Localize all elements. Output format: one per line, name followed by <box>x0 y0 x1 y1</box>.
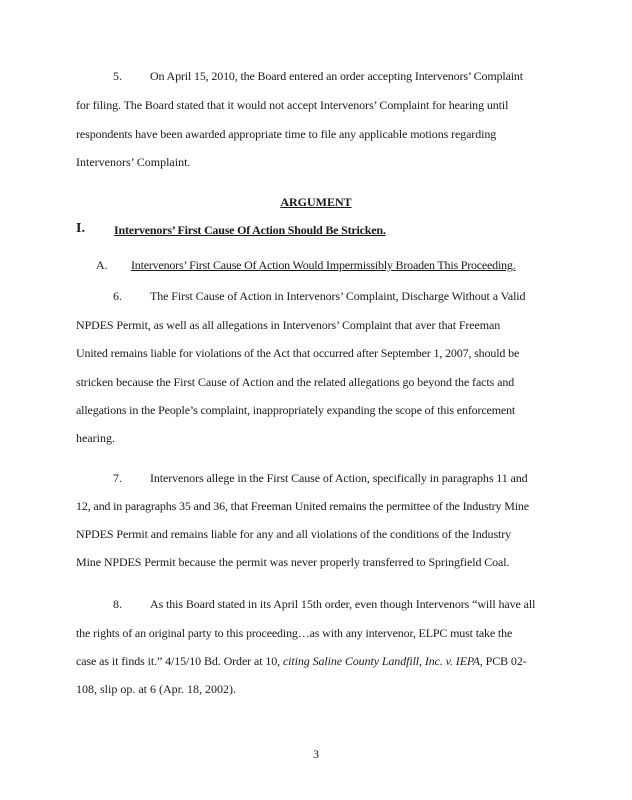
paragraph-5-line-3: respondents have been awarded appropriate time to file any applicable motions regarding <box>76 127 497 141</box>
paragraph-7-number: 7. <box>113 471 122 485</box>
paragraph-6-line-1: The First Cause of Action in Intervenors’ Complaint, Discharge Without a Valid <box>150 289 526 303</box>
paragraph-8-line-1: As this Board stated in its April 15th order, even though Intervenors “will have all <box>150 597 536 611</box>
paragraph-5-line-4: Intervenors’ Complaint. <box>76 155 191 169</box>
paragraph-6-line-6: hearing. <box>76 431 115 445</box>
paragraph-8-line-2: the rights of an original party to this proceeding…as with any intervenor, ELPC must take the <box>76 626 513 640</box>
paragraph-6-line-4: stricken because the First Cause of Action and the related allegations go beyond the facts and <box>76 375 515 389</box>
paragraph-7-line-3: NPDES Permit and remains liable for any and all violations of the conditions of the Industry <box>76 527 512 541</box>
subsection-a-letter: A. <box>96 258 108 272</box>
paragraph-8-number: 8. <box>113 597 122 611</box>
page-number: 3 <box>313 747 319 761</box>
paragraph-8-line-3-pre: case as it finds it.” 4/15/10 Bd. Order at 10, <box>76 654 283 668</box>
section-i-title: Intervenors’ First Cause Of Action Should Be Stricken. <box>114 223 386 237</box>
paragraph-7-line-2: 12, and in paragraphs 35 and 36, that Freeman United remains the permittee of the Industry Mine <box>76 499 529 513</box>
paragraph-6-line-5: allegations in the People’s complaint, inappropriately expanding the scope of this enforcement <box>76 403 516 417</box>
paragraph-5-number: 5. <box>113 69 122 83</box>
paragraph-8-line-3 <box>76 654 527 668</box>
argument-heading: ARGUMENT <box>280 195 352 209</box>
paragraph-6-line-2: NPDES Permit, as well as all allegations in Intervenors’ Complaint that aver that Freeman <box>76 318 501 332</box>
citing-signal: citing <box>282 654 310 668</box>
paragraph-7-line-4: Mine NPDES Permit because the permit was never properly transferred to Springfield Coal. <box>76 555 510 569</box>
paragraph-6-line-3: United remains liable for violations of the Act that occurred after September 1, 2007, should be <box>76 346 520 360</box>
section-i-numeral: I. <box>76 221 85 236</box>
subsection-a-title: Intervenors’ First Cause Of Action Would Impermissibly Broaden This Proceeding. <box>131 258 516 272</box>
paragraph-5-line-1: On April 15, 2010, the Board entered an order accepting Intervenors’ Complaint <box>150 69 523 83</box>
paragraph-6-number: 6. <box>113 289 122 303</box>
paragraph-8-line-4: 108, slip op. at 6 (Apr. 18, 2002). <box>76 682 236 696</box>
paragraph-5-line-2: for filing. The Board stated that it would not accept Intervenors’ Complaint for hearing until <box>76 98 509 112</box>
paragraph-8-line-3-post: , PCB 02- <box>479 654 527 668</box>
case-citation: Saline County Landfill, Inc. v. IEPA <box>312 654 480 668</box>
paragraph-7-line-1: Intervenors allege in the First Cause of Action, specifically in paragraphs 11 and <box>150 471 528 485</box>
